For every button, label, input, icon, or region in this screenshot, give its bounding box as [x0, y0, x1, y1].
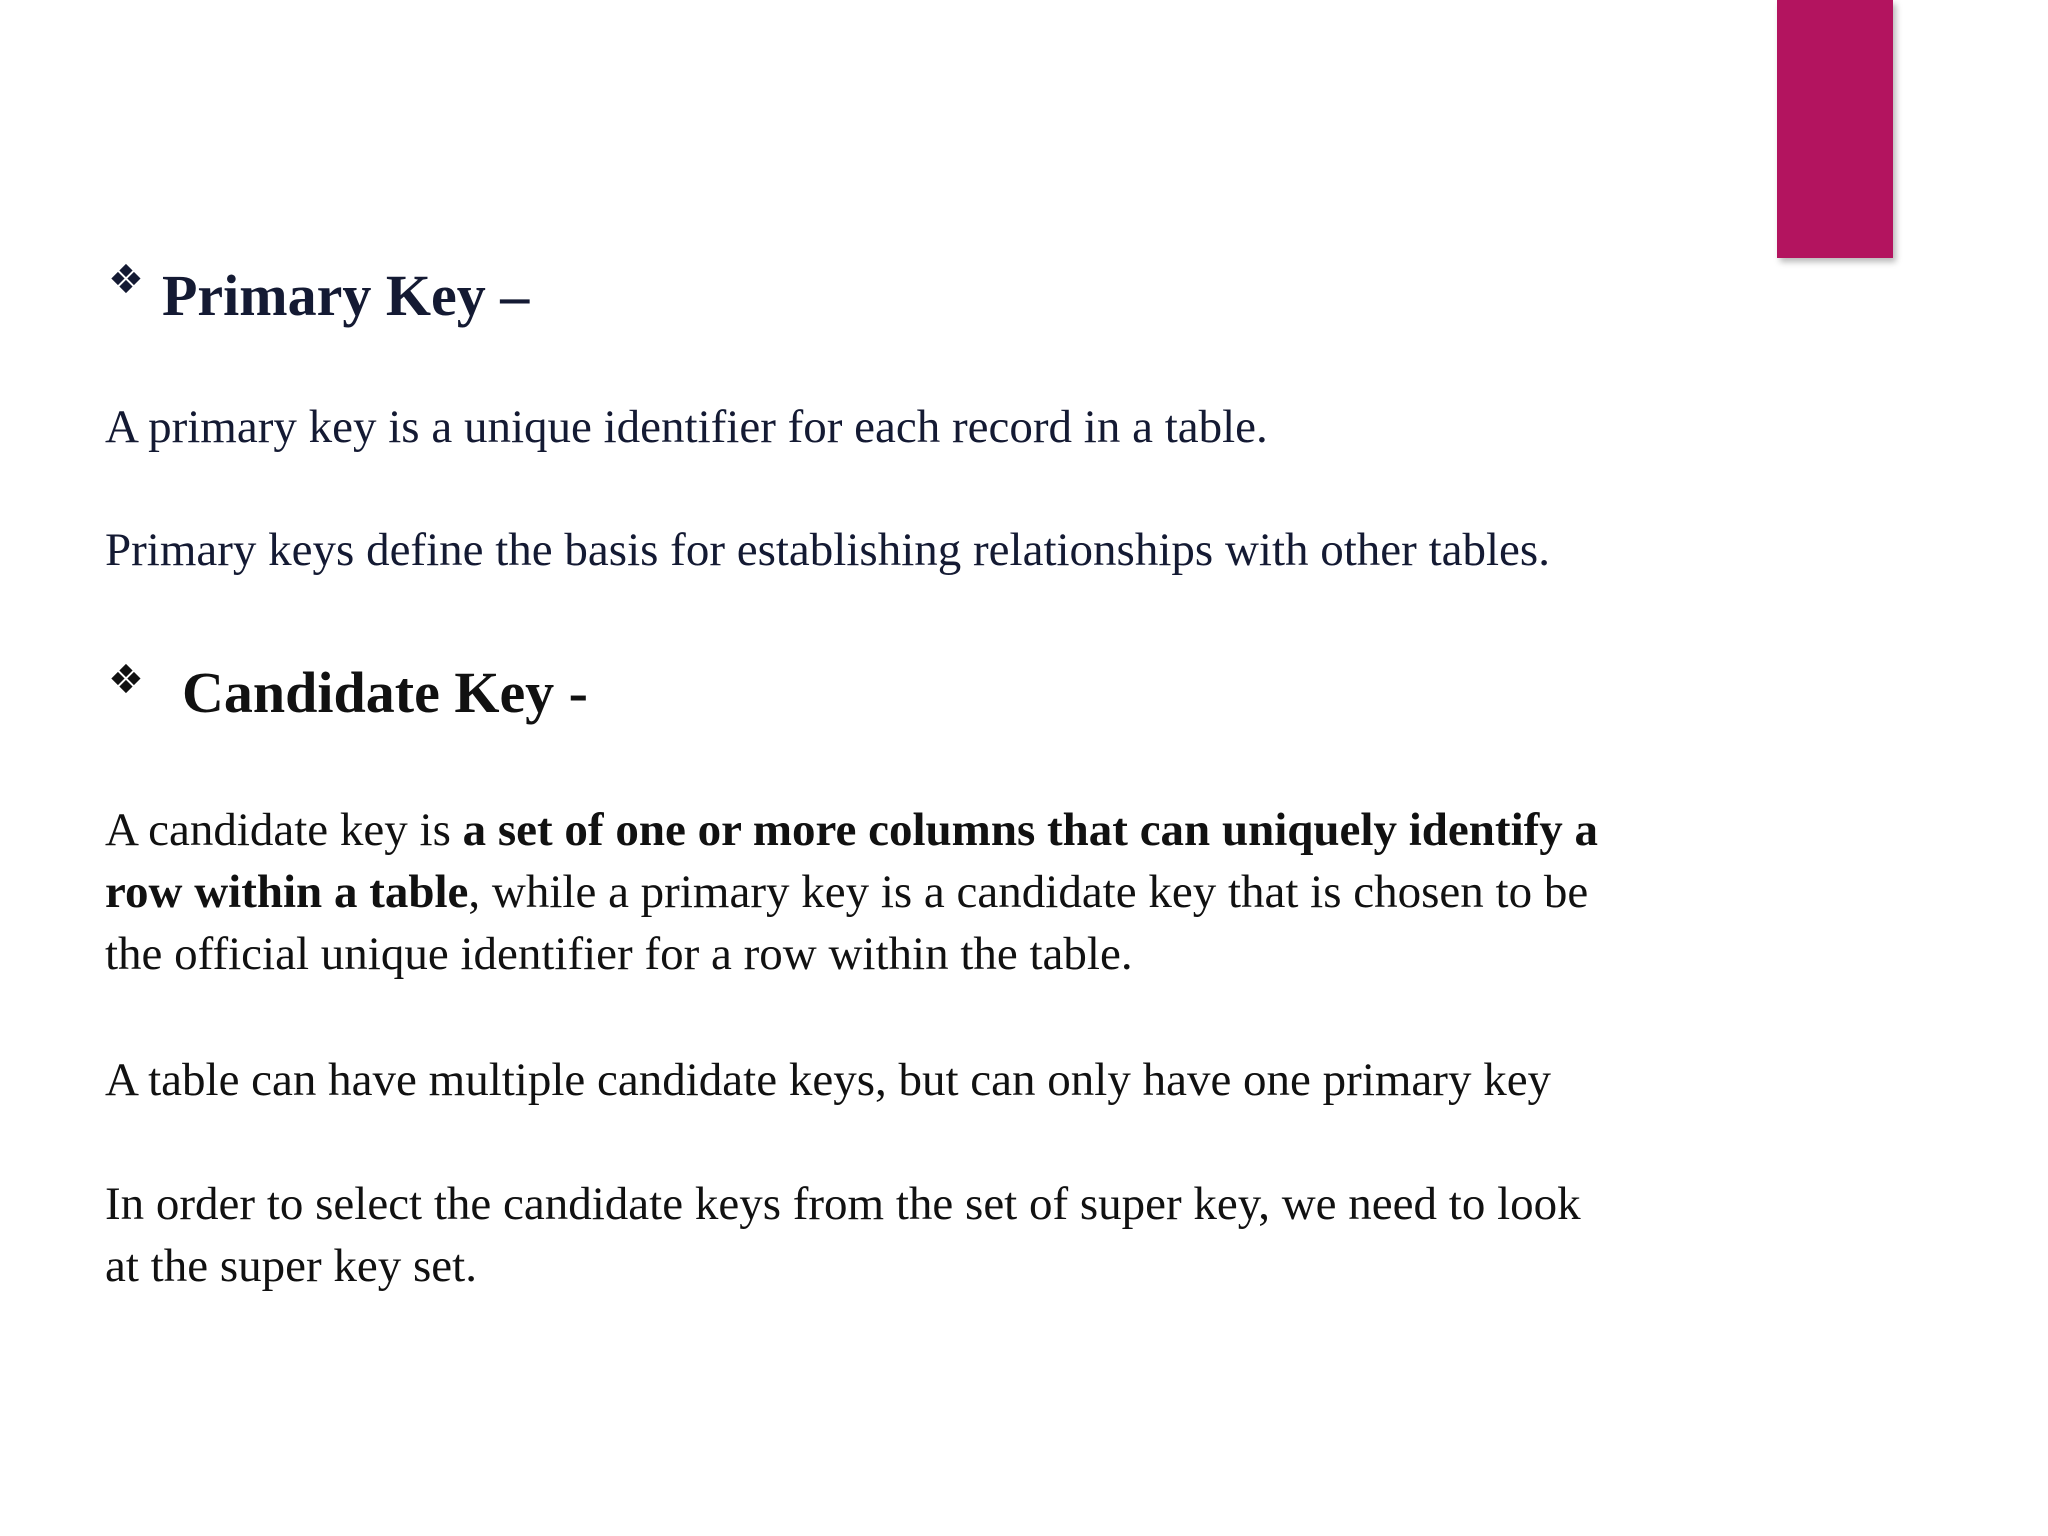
candidate-key-multiple: A table can have multiple candidate keys, but can only have one primary key [105, 1054, 1552, 1106]
selection-line-1: In order to select the candidate keys from the set of super key, we need to look [105, 1178, 1581, 1230]
definition-emphasis: row within a table [105, 866, 469, 918]
primary-key-definition: A primary key is a unique identifier for each record in a table. [105, 401, 1268, 453]
definition-text: A candidate key is [105, 804, 463, 856]
four-diamond-bullet-icon: ❖ [108, 657, 144, 703]
primary-key-heading: Primary Key – [162, 263, 530, 328]
primary-key-relationships: Primary keys define the basis for establishing relationships with other tables. [105, 524, 1550, 576]
accent-bar [1777, 0, 1893, 258]
definition-line-2 [105, 861, 1805, 923]
definition-line-3: the official unique identifier for a row within the table. [105, 928, 1133, 980]
definition-line-1 [105, 799, 1805, 861]
candidate-key-selection [105, 1173, 1805, 1297]
selection-line-2: at the super key set. [105, 1240, 477, 1292]
four-diamond-bullet-icon: ❖ [108, 257, 144, 303]
definition-text: , while a primary key is a candidate key that is chosen to be [468, 866, 1589, 918]
definition-emphasis: a set of one or more columns that can uniquely identify a [462, 804, 1599, 856]
candidate-key-definition [105, 799, 1805, 985]
candidate-key-heading: Candidate Key - [182, 660, 588, 725]
